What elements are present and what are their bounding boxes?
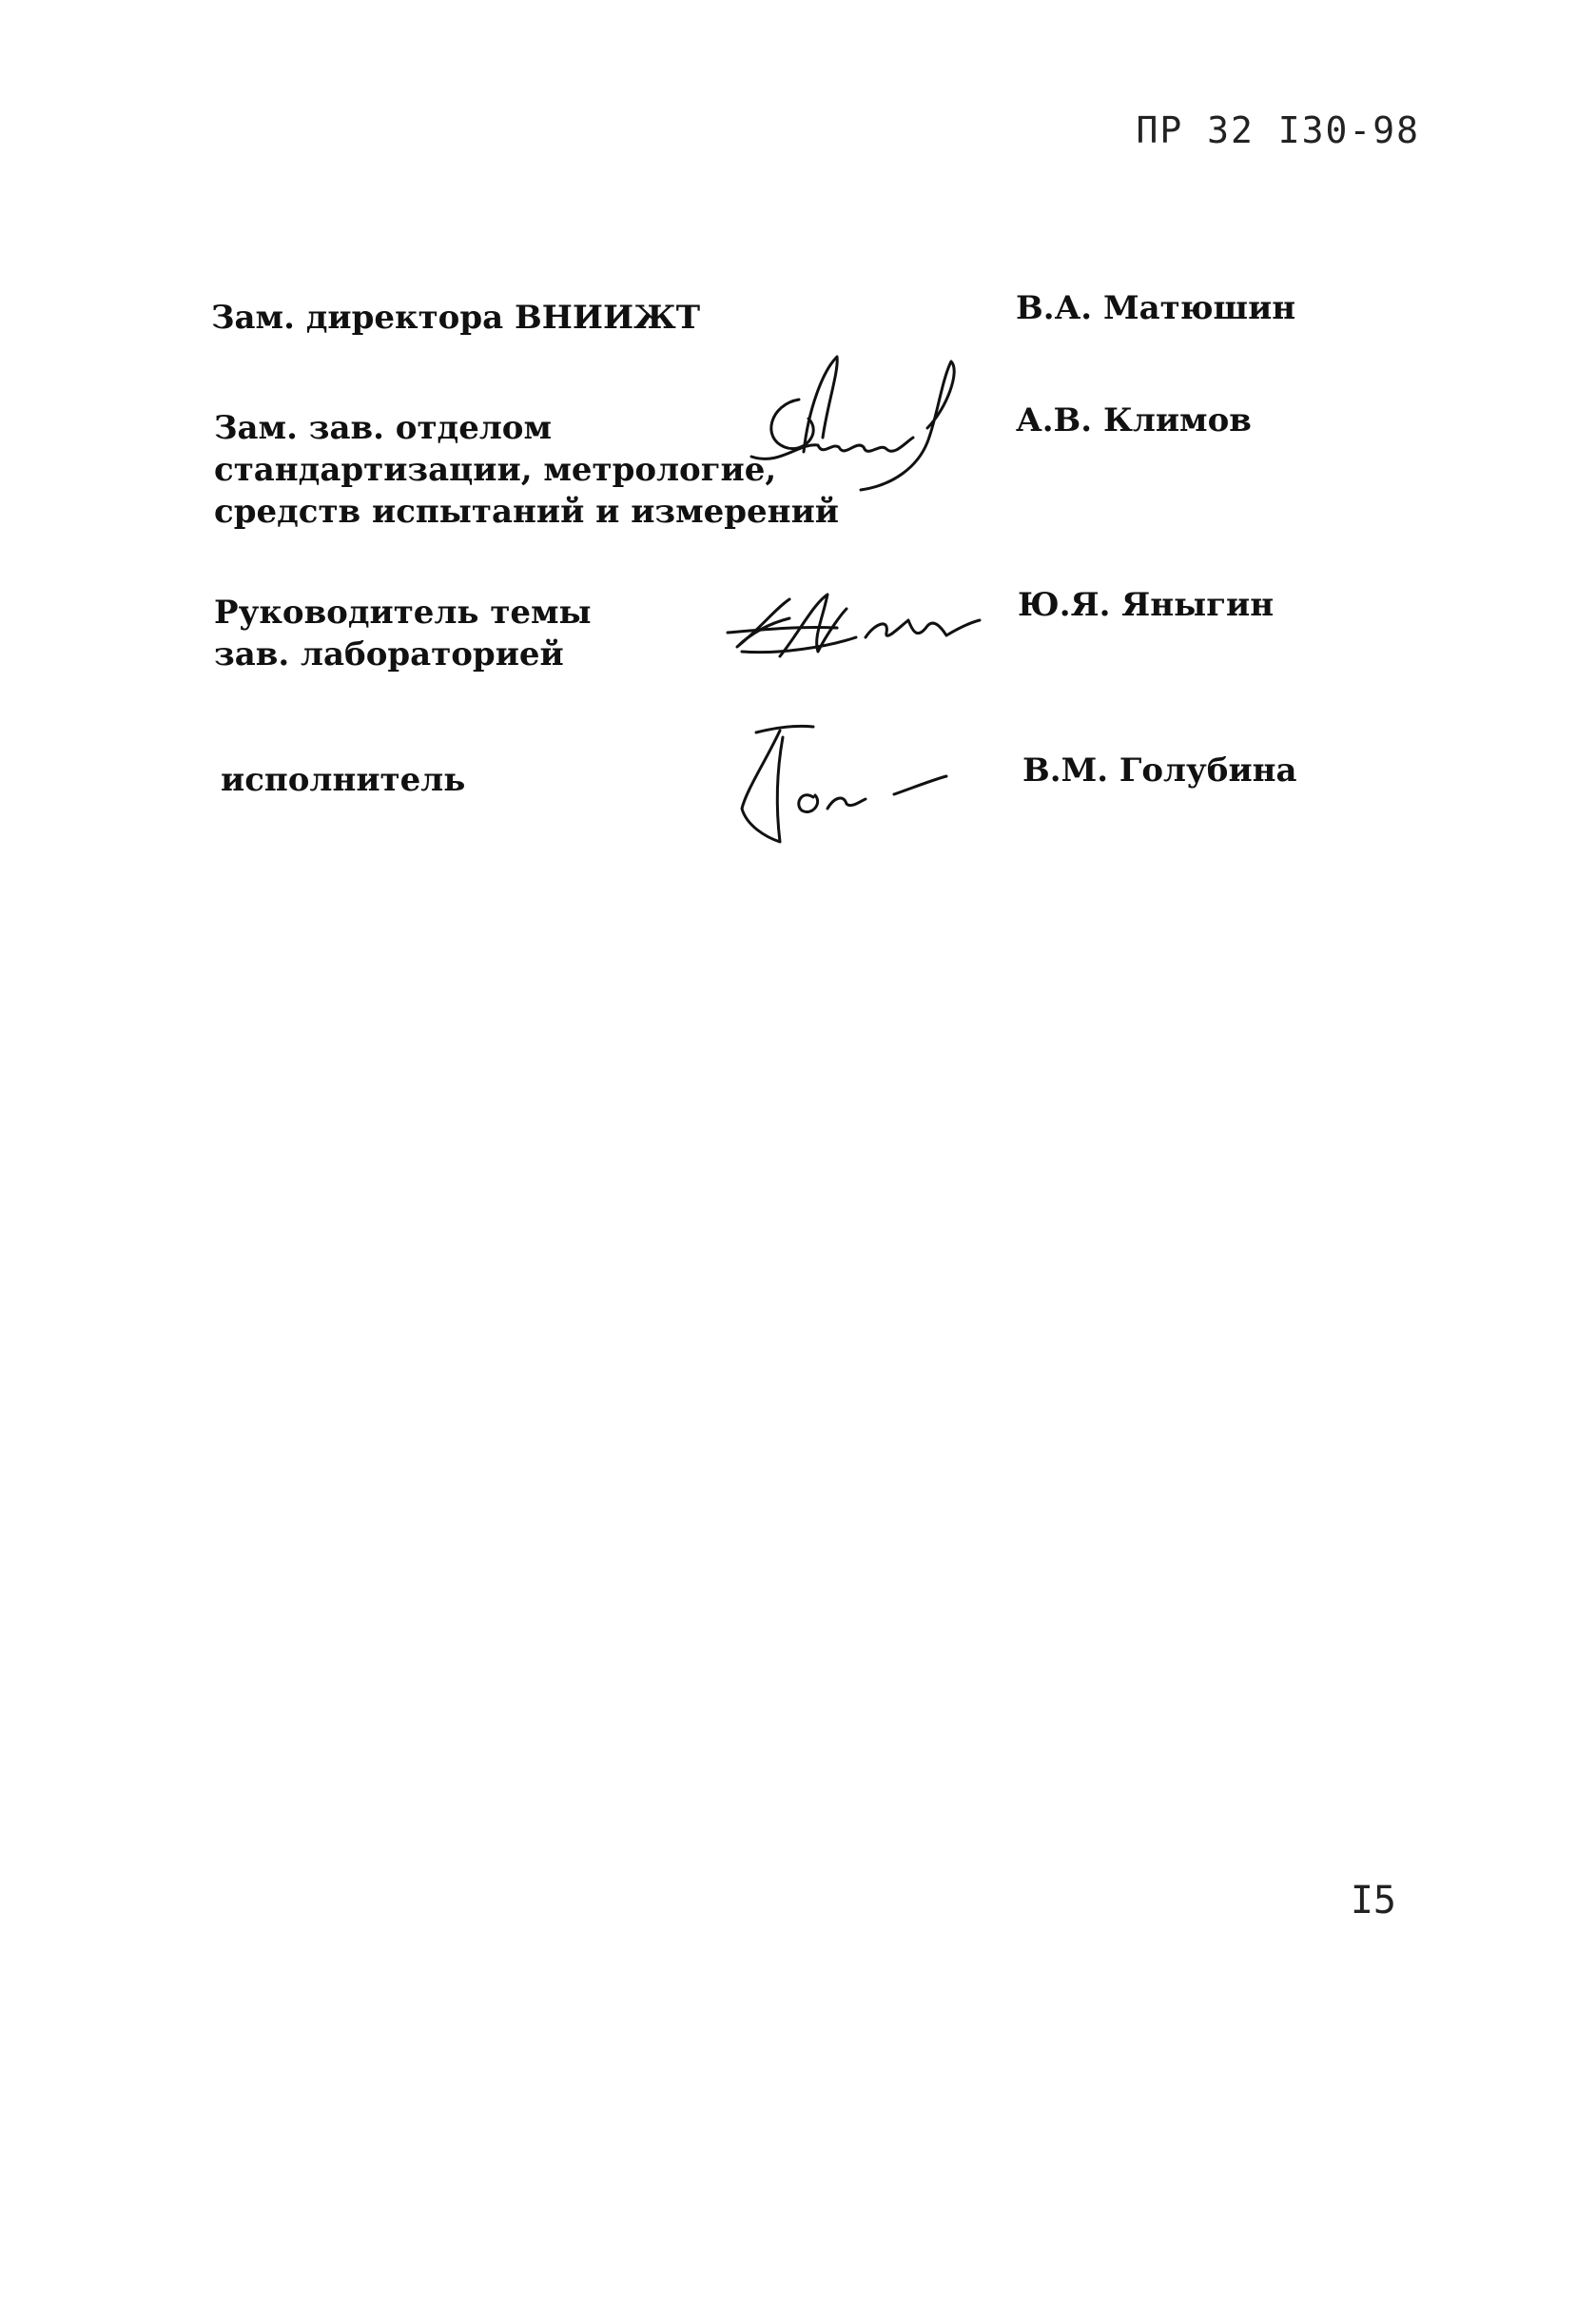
signature-image-3 [723,580,999,675]
signatory-name-1: В.А. Матюшин [1016,289,1296,327]
position-line: стандартизации, метрологие, [214,451,777,489]
signatory-position-1 [211,297,700,339]
position-line: Зам. зав. отделом [214,409,553,447]
signatory-position-3 [214,592,592,675]
position-line: исполнитель [221,761,466,799]
page-number: I5 [1350,1879,1396,1922]
signatory-name-3: Ю.Я. Яныгин [1018,586,1275,624]
signatory-position-4 [221,759,465,801]
signatory-name-2: А.В. Климов [1016,401,1252,439]
position-line: средств испытаний и измерений [214,493,840,531]
position-line: Руководитель темы [214,594,592,632]
signature-image-2 [732,352,970,504]
signatory-name-4: В.М. Голубина [1022,751,1297,790]
position-line: Зам. директора ВНИИЖТ [211,299,701,337]
position-line: зав. лабораторией [214,635,564,673]
signature-image-4 [728,713,956,847]
document-code: ПР 32 I30-98 [1136,109,1420,151]
